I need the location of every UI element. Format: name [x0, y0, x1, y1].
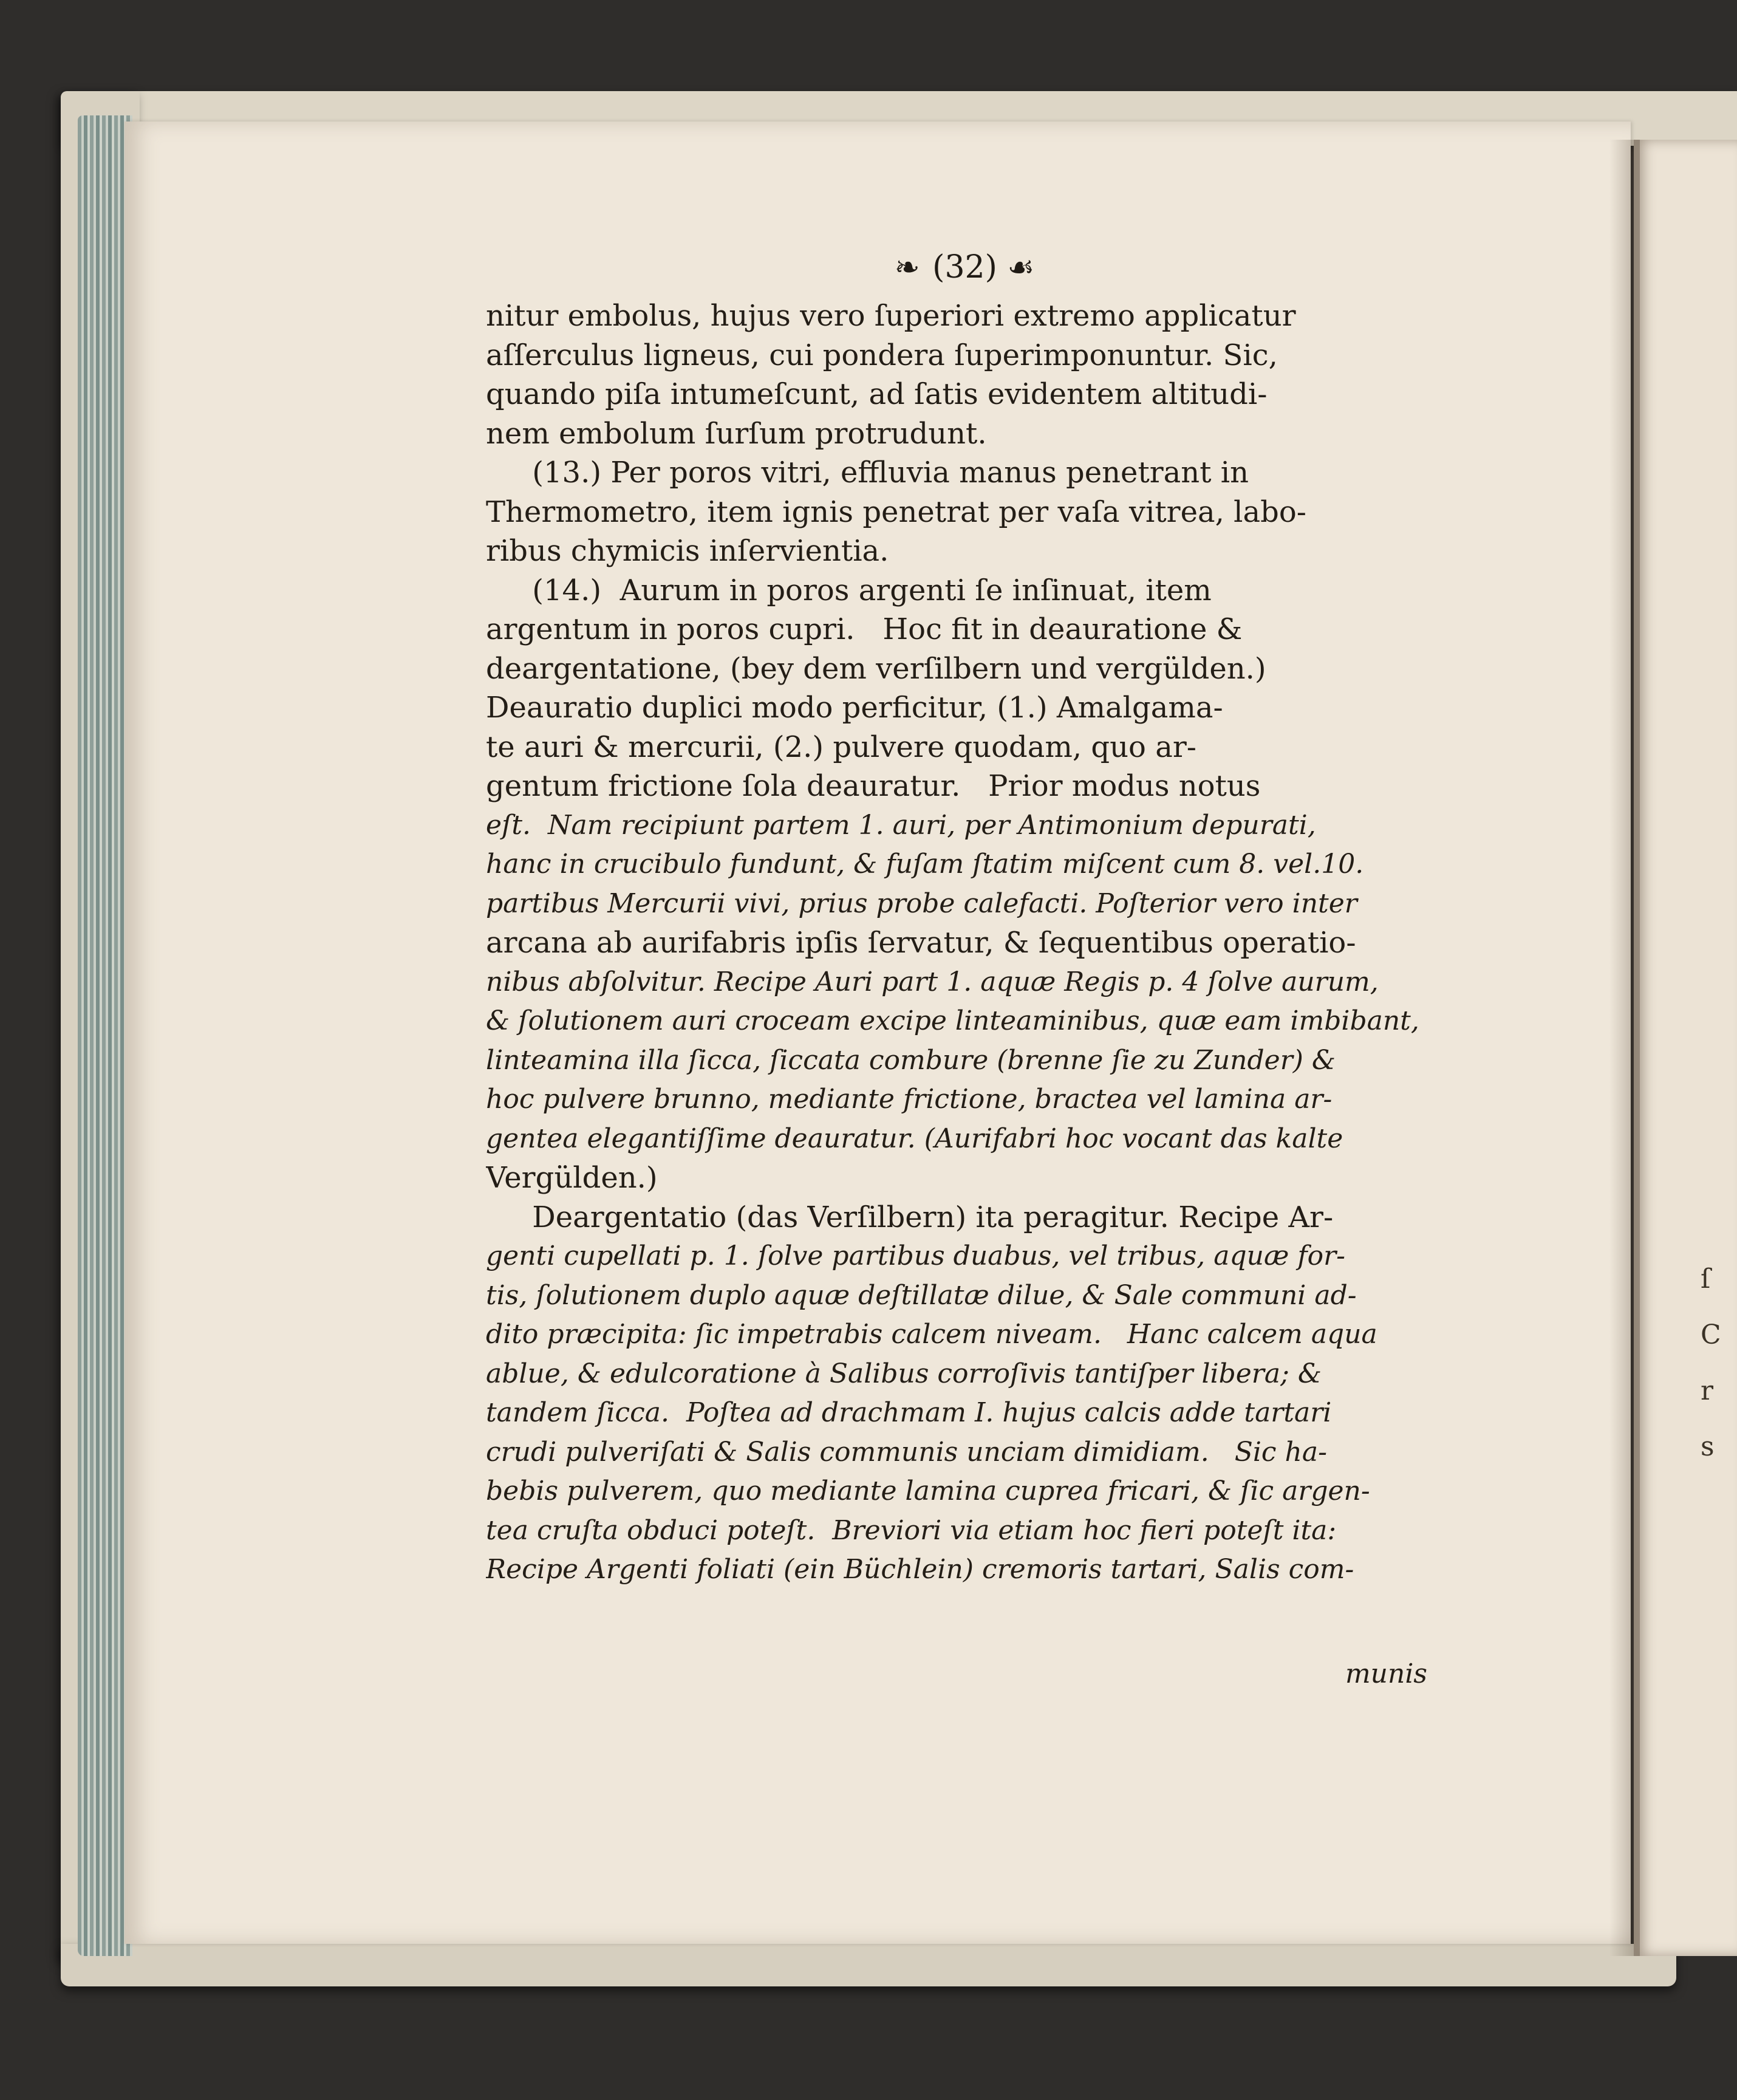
text-line: nibus abſolvitur. Recipe Auri part 1. aquæ Regis p. 4 ſolve aurum, [486, 966, 1379, 997]
facing-mark: s [1701, 1431, 1715, 1462]
text-line: argentum in poros cupri. Hoc fit in deauratione & [486, 612, 1243, 646]
text-line: crudi pulveriſati & Salis communis unciam dimidiam. Sic ha- [486, 1436, 1327, 1468]
text-line: dito præcipita: ſic impetrabis calcem niveam. Hanc calcem aqua [486, 1319, 1377, 1350]
text-line: Vergülden.) [486, 1161, 658, 1195]
text-line: tea cruſta obduci poteſt. Breviori via etiam hoc fieri poteſt ita: [486, 1514, 1337, 1546]
text-line: Deargentatio (das Verſilbern) ita peragitur. Recipe Ar- [486, 1200, 1334, 1234]
text-line: te auri & mercurii, (2.) pulvere quodam, quo ar- [486, 730, 1196, 764]
text-line: hanc in crucibulo fundunt, & fuſam ſtatim miſcent cum 8. vel.10. [486, 849, 1364, 880]
text-line: gentum frictione ſola deauratur. Prior modus notus [486, 769, 1261, 803]
book-cover-bottom [61, 1944, 1676, 1986]
text-line: Recipe Argenti foliati (ein Büchlein) cremoris tartari, Salis com- [486, 1554, 1354, 1585]
text-line: tandem ſicca. Poſtea ad drachmam I. hujus calcis adde tartari [486, 1397, 1332, 1428]
gutter-shadow [1609, 140, 1640, 1956]
text-line: nem embolum ſurſum protrudunt. [486, 416, 987, 451]
page-header [838, 249, 1093, 286]
text-line: ribus chymicis inſervientia. [486, 534, 889, 568]
text-line: nitur embolus, hujus vero ſuperiori extremo applicatur [486, 299, 1296, 333]
text-line: arcana ab aurifabris ipſis ſervatur, & ſequentibus operatio- [486, 926, 1356, 960]
facing-page [1634, 140, 1737, 1956]
text-line: aſſerculus ligneus, cui pondera ſuperimponuntur. Sic, [486, 338, 1278, 372]
text-line: gentea elegantiſſime deauratur. (Aurifabri hoc vocant das kalte [486, 1123, 1343, 1154]
text-line: partibus Mercurii vivi, prius probe calefacti. Poſterior vero inter [486, 888, 1357, 919]
right-ornament-icon: ☙ [1007, 250, 1037, 285]
text-line: Deauratio duplici modo perficitur, (1.) Amalgama- [486, 691, 1223, 725]
text-line: & ſolutionem auri croceam excipe linteaminibus, quæ eam imbibant, [486, 1005, 1419, 1036]
text-line: ablue, & edulcoratione à Salibus corroſivis tantiſper libera; & [486, 1358, 1322, 1389]
text-line: bebis pulverem, quo mediante lamina cuprea fricari, & ſic argen- [486, 1476, 1370, 1507]
text-line: Thermometro, item ignis penetrat per vaſa vitrea, labo- [486, 494, 1306, 529]
text-line: deargentatione, (bey dem verſilbern und vergülden.) [486, 651, 1266, 686]
text-line: (13.) Per poros vitri, effluvia manus penetrant in [486, 456, 1249, 490]
text-line: genti cupellati p. 1. ſolve partibus duabus, vel tribus, aquæ for- [486, 1240, 1346, 1271]
page-number: (32) [932, 249, 997, 286]
facing-mark: C [1701, 1319, 1721, 1350]
facing-mark: r [1701, 1375, 1714, 1406]
text-line: hoc pulvere brunno, mediante frictione, bractea vel lamina ar- [486, 1084, 1333, 1115]
text-line: eſt. Nam recipiunt partem 1. auri, per Antimonium depurati, [486, 809, 1316, 841]
left-ornament-icon: ❧ [894, 250, 923, 285]
text-line: linteamina illa ſicca, ſiccata combure (brenne ſie zu Zunder) & [486, 1044, 1336, 1076]
text-line: (14.) Aurum in poros argenti ſe inſinuat, item [486, 573, 1212, 607]
text-line: quando piſa intumeſcunt, ad ſatis evidentem altitudi- [486, 377, 1268, 411]
catchword: munis [1345, 1658, 1427, 1689]
facing-page-marks [1701, 1251, 1725, 1677]
text-line: tis, ſolutionem duplo aquæ deſtillatæ dilue, & Sale communi ad- [486, 1279, 1357, 1311]
facing-mark: ſ [1701, 1264, 1711, 1295]
page-body-text [486, 296, 1427, 1590]
